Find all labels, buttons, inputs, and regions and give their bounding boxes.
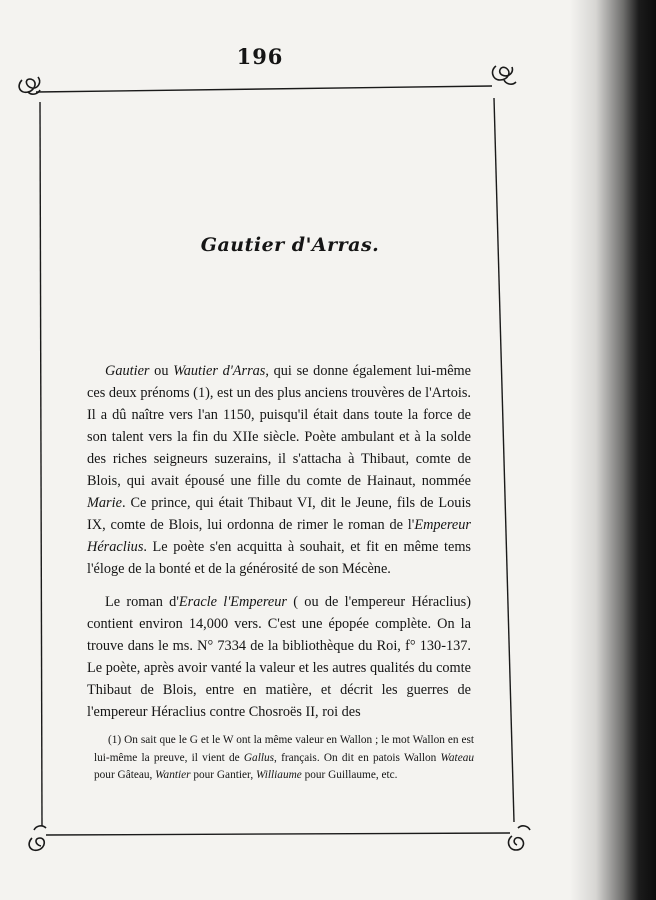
frame-right-line	[494, 98, 514, 822]
frame-left-line	[40, 102, 42, 826]
work-title-heraclius: Empereur Héraclius	[87, 517, 471, 555]
paragraph-1	[87, 360, 471, 580]
word-ou: ou	[154, 363, 169, 379]
paragraph-1-text-a: , qui se donne également lui-même ces deux prénoms (1), est un des plus anciens trouvères de l'Artois. Il a dû naître vers l'an 1150, puisqu'il était dans toute la force de son talent vers la fin du XIIe siècle. Poète ambulant et à la solde des riches seigneurs suzerains, il s'attacha à Thibaut, comte de Blois, qui avait épousé une fille du comte de Hainaut, nommée	[87, 363, 472, 489]
footnote-text-e: pour Guillaume, etc.	[304, 769, 398, 781]
footnote-word-wantier: Wantier	[155, 769, 191, 781]
work-title-eracle: Eracle l'Empereur	[178, 594, 287, 610]
frame-top-line	[36, 86, 492, 92]
corner-ornament-bottom-right	[509, 826, 530, 850]
footnote-word-wateau: Wateau	[440, 751, 475, 764]
footnote-word-williaume: Williaume	[255, 769, 302, 781]
name-gautier: Gautier	[105, 363, 150, 379]
footnote-text-b: , français. On dit en patois Wallon	[274, 751, 437, 764]
page-number: 196	[236, 44, 284, 69]
paragraph-2	[87, 591, 471, 723]
paragraph-1-text-c: . Le poète s'en acquitta à souhait, et fit en même tems l'éloge de la bonté et de la générosité de son Mécène.	[87, 539, 471, 577]
footnote-paragraph	[94, 732, 474, 785]
chapter-title: Gautier d'Arras.	[200, 234, 380, 256]
body-text	[87, 360, 471, 723]
name-marie: Marie	[87, 495, 122, 511]
footnote	[94, 732, 474, 785]
footnote-word-gallus: Gallus	[243, 751, 275, 764]
paragraph-1-text-b: . Ce prince, qui était Thibaut VI, dit le Jeune, fils de Louis IX, comte de Blois, lui ordonna de rimer le roman de l'	[87, 495, 471, 533]
paragraph-2-text-b: ( ou de l'empereur Héraclius) contient environ 14,000 vers. C'est une épopée complète. On la trouve dans le ms. N° 7334 de la bibliothèque du Roi, f° 130-137. Le poète, après avoir vanté la valeur et les autres qualités du comte Thibaut de Blois, entre en matière, et décrit les guerres de l'empereur Héraclius contre Chosroës II, roi des	[87, 594, 471, 720]
frame-bottom-line	[46, 833, 510, 835]
footnote-text-a: (1) On sait que le G et le W ont la même valeur en Wallon ; le mot Wallon en est lui-même la preuve, il vient de	[94, 734, 474, 764]
paragraph-2-text-a: Le roman d'	[105, 594, 179, 610]
name-wautier: Wautier d'Arras	[173, 363, 266, 379]
corner-ornament-bottom-left	[29, 826, 46, 850]
footnote-text-c: pour Gâteau,	[94, 769, 153, 781]
footnote-text-d: pour Gantier,	[193, 769, 254, 781]
corner-ornament-top-right	[493, 66, 516, 84]
